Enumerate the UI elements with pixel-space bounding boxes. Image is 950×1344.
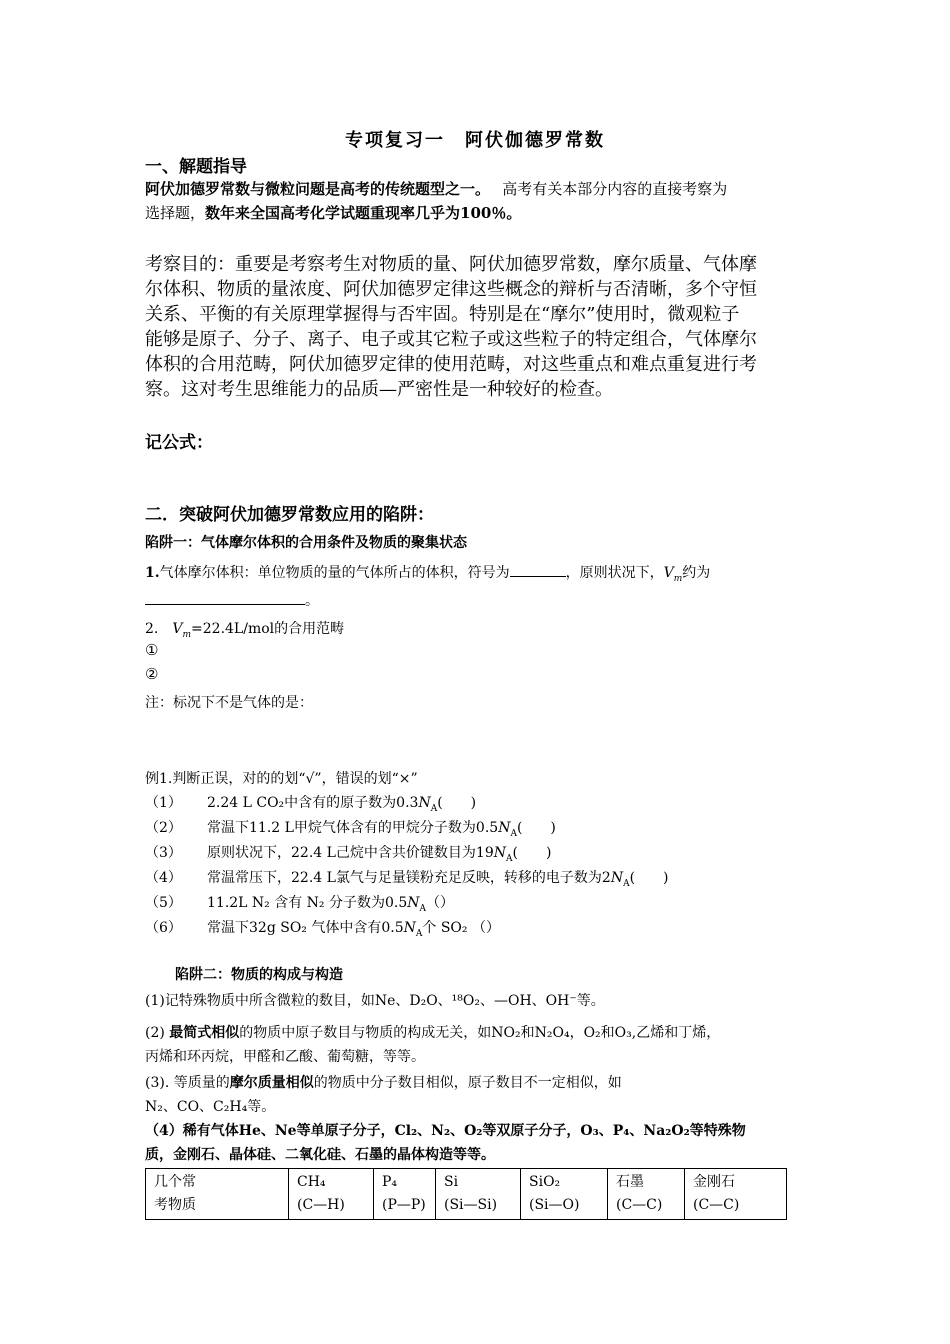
cell-text: 几个常 xyxy=(154,1174,196,1190)
trap-2-heading: 陷阱二：物质的构成与构造 xyxy=(175,967,343,983)
cell-text: (P—P) xyxy=(382,1197,426,1213)
answer-blank[interactable] xyxy=(145,590,305,605)
trap-2-item-3 xyxy=(145,1072,622,1092)
item-number: (3). 等质量的 xyxy=(145,1075,230,1091)
table-cell xyxy=(436,1169,521,1220)
trap-2-item-2 xyxy=(145,1022,720,1042)
item-bold-text: 摩尔质量相似 xyxy=(229,1075,314,1091)
guide-bold-text: 阿伏加德罗常数与微粒问题是高考的传统题型之一。 xyxy=(145,180,483,198)
purpose-paragraph xyxy=(145,252,757,402)
table-cell xyxy=(685,1169,787,1220)
purpose-line: 能够是原子、分子、离子、电子或其它粒子或这些粒子的特定组合，气体摩尔 xyxy=(145,329,757,350)
section-1-heading: 一、解题指导 xyxy=(145,157,247,177)
cell-text: 石墨 xyxy=(616,1174,644,1190)
table-cell xyxy=(146,1169,289,1220)
example-item xyxy=(145,917,500,939)
circle-item-1: ① xyxy=(145,641,159,659)
example-number: （4） xyxy=(145,870,182,886)
table-cell xyxy=(521,1169,608,1220)
cell-text: (C—C) xyxy=(693,1197,740,1213)
guide-text-2: 选择题， xyxy=(145,204,206,222)
trap-1-heading: 陷阱一：气体摩尔体积的合用条件及物质的聚集状态 xyxy=(145,535,467,551)
question-text: 气体摩尔体积：单位物质的量的气体所占的体积，符号为 xyxy=(159,565,510,581)
section-2-heading: 二．突破阿伏加德罗常数应用的陷阱： xyxy=(145,505,434,525)
vm-symbol: V xyxy=(172,621,183,637)
example-item xyxy=(145,867,669,889)
question-text: ，原则状况下， xyxy=(565,565,664,581)
example-text: 2.24 L CO₂中含有的原子数为$0.3N_A$( ) xyxy=(207,795,477,814)
cell-text: (C—H) xyxy=(297,1197,345,1213)
formula-label: 记公式： xyxy=(145,433,213,453)
period: 。 xyxy=(305,593,319,609)
item-bold-text: 最简式相似 xyxy=(169,1025,240,1041)
example-item xyxy=(145,792,476,814)
cell-text: Si xyxy=(444,1174,459,1190)
example-text: 原则状况下，22.4 L己烷中含共价键数目为$19N_A$( ) xyxy=(207,845,552,864)
example-number: （6） xyxy=(145,920,182,936)
vm-subscript: m xyxy=(673,573,683,584)
cell-text: 考物质 xyxy=(154,1197,196,1213)
guide-bold-text-2: 数年来全国高考化学试题重现率几乎为100％。 xyxy=(205,204,522,222)
trap-2-item-4-cont: 质，金刚石、晶体硅、二氧化硅、石墨的晶体构造等等。 xyxy=(145,1147,495,1163)
purpose-line: 察。这对考生思维能力的品质—严密性是一种较好的检查。 xyxy=(145,379,613,400)
note-text: 注：标况下不是气体的是： xyxy=(145,695,313,711)
trap-2-item-3-cont: N₂、CO、C₂H₄等。 xyxy=(145,1099,276,1115)
guide-line-1 xyxy=(145,178,727,199)
example-number: （2） xyxy=(145,820,182,836)
table-cell xyxy=(608,1169,685,1220)
purpose-line: 尔体积、物质的量浓度、阿伏加德罗定律这些概念的辩析与否清晰，多个守恒 xyxy=(145,279,757,300)
cell-text: SiO₂ xyxy=(529,1174,561,1190)
item-text: 的物质中原子数目与物质的构成无关，如NO₂和N₂O₄，O₂和O₃,乙烯和丁烯， xyxy=(239,1025,721,1041)
page-title: 专项复习一 阿伏伽德罗常数 xyxy=(345,130,605,151)
guide-line-2 xyxy=(145,202,521,223)
question-1-line-2 xyxy=(145,590,319,610)
circle-item-2: ② xyxy=(145,665,159,683)
cell-text: 金刚石 xyxy=(693,1174,735,1190)
question-2 xyxy=(145,618,344,640)
example-number: （5） xyxy=(145,895,182,911)
example-number: （1） xyxy=(145,795,182,811)
table-cell xyxy=(289,1169,374,1220)
question-text: =22.4L/mol的合用范畴 xyxy=(191,621,345,637)
example-title: 例1.判断正误，对的的划“√”，错误的划“×” xyxy=(145,771,418,787)
purpose-line: 关系、平衡的有关原理掌握得与否牢固。特别是在“摩尔”使用时，微观粒子 xyxy=(145,304,740,325)
table-row xyxy=(146,1169,787,1220)
example-text: 常温下32g SO₂ 气体中含有$0.5N_A$个 SO₂ （） xyxy=(207,920,500,939)
purpose-line: 考察目的：重要是考察考生对物质的量、阿伏加德罗常数，摩尔质量、气体摩 xyxy=(145,254,757,275)
cell-text: (Si—O) xyxy=(529,1197,580,1213)
trap-2-item-1: (1)记特殊物质中所含微粒的数目，如Ne、D₂O、¹⁸O₂、—OH、OH⁻等。 xyxy=(145,993,605,1009)
example-item xyxy=(145,842,551,864)
item-number: (2) xyxy=(145,1025,170,1041)
example-text: 常温常压下，22.4 L氯气与足量镁粉充足反映，转移的电子数为$2N_A$( ) xyxy=(207,870,669,889)
guide-text: 高考有关本部分内容的直接考察为 xyxy=(482,180,728,198)
cell-text: (C—C) xyxy=(616,1197,663,1213)
example-item xyxy=(145,892,454,914)
vm-subscript: m xyxy=(182,629,192,640)
substance-table xyxy=(145,1168,787,1220)
answer-blank[interactable] xyxy=(510,562,566,577)
cell-text: (Si—Si) xyxy=(444,1197,498,1213)
trap-2-item-4: （4）稀有气体He、Ne等单原子分子，Cl₂、N₂、O₂等双原子分子，O₃、P₄、Na₂O₂等特殊物 xyxy=(145,1123,746,1139)
example-number: （3） xyxy=(145,845,182,861)
example-text: 常温下11.2 L甲烷气体含有的甲烷分子数为$0.5N_A$( ) xyxy=(207,820,556,839)
cell-text: P₄ xyxy=(382,1174,398,1190)
question-number: 2. xyxy=(145,621,173,637)
example-item xyxy=(145,817,556,839)
trap-2-item-2-cont: 丙烯和环丙烷，甲醛和乙酸、葡萄糖，等等。 xyxy=(145,1049,425,1065)
example-text: 11.2L N₂ 含有 N₂ 分子数为$0.5N_A()$ xyxy=(207,895,455,914)
purpose-line: 体积的合用范畴，阿伏加德罗定律的使用范畴，对这些重点和难点重复进行考 xyxy=(145,354,757,375)
question-1 xyxy=(145,562,710,584)
cell-text: CH₄ xyxy=(297,1174,326,1190)
vm-symbol: V xyxy=(663,565,674,581)
item-text: 的物质中分子数目相似，原子数目不一定相似，如 xyxy=(313,1075,622,1091)
question-number: 1. xyxy=(145,565,160,581)
question-text: 约为 xyxy=(682,565,711,581)
table-cell xyxy=(374,1169,436,1220)
